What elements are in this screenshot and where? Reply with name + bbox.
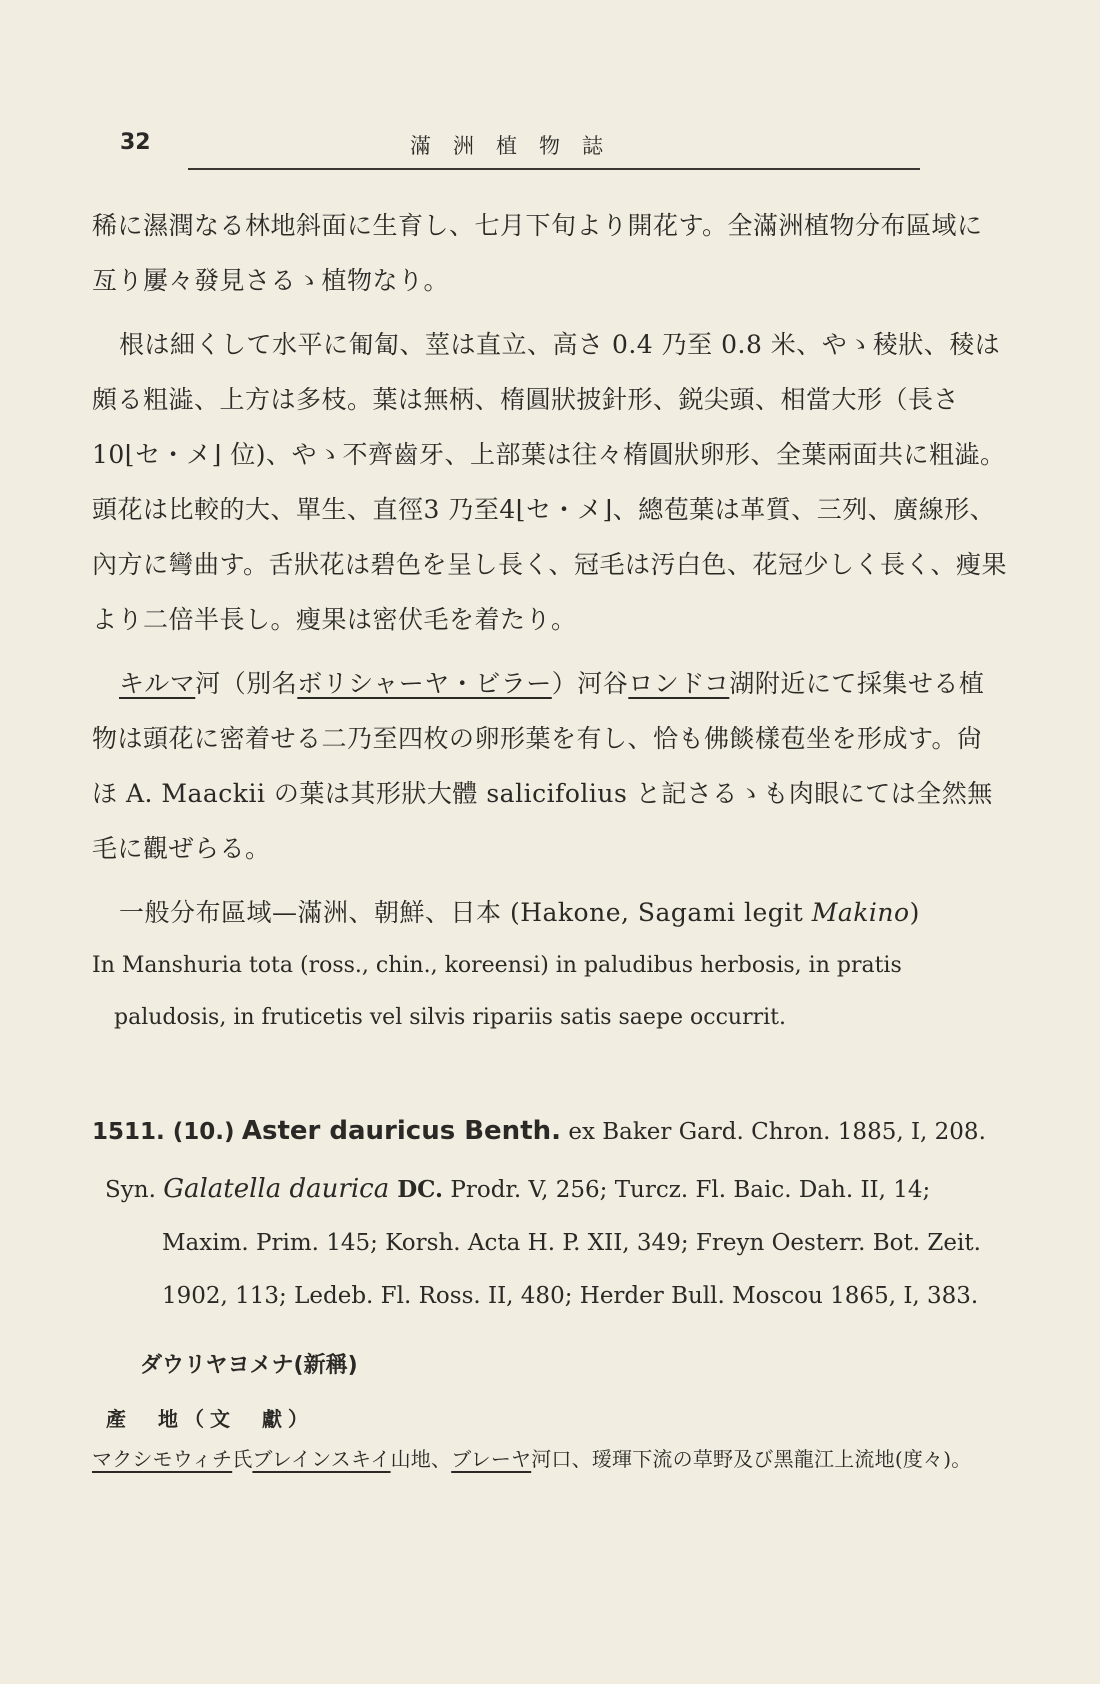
description-paragraph: 根は細くして水平に匍匐、莖は直立、高さ 0.4 乃至 0.8 米、やゝ稜狀、稜は頗る粗澁、上方は多枝。葉は無柄、楕圓狀披針形、鋭尖頭、相當大形（長さ10⌊セ・メ⌋ 位)、やゝ不齊齒牙、上部葉は往々楕圓狀卵形、全葉兩面共に粗澁。頭花は比較的大、單生、直徑3 乃至4⌊セ・メ⌋、總苞葉は革質、三列、廣線形、內方に彎曲す。舌狀花は碧色を呈し長く、冠毛は汚白色、花冠少しく長く、瘦果より二倍半長し。瘦果は密伏毛を着たり。 (92, 330, 1008, 634)
synonymy-block: Syn. Galatella daurica DC. Prodr. V, 256; Turcz. Fl. Baic. Dah. II, 14; Maxim. Prim. 145; Korsh. Acta H. P. XII, 349; Freyn Oesterr. Bot. Zeit. 1902, 113; Ledeb. Fl. Ross. II, 480; Herder Bull. Moscou 1865, I, 383. (105, 1174, 981, 1309)
japanese-common-name: ダウリヤヨメナ(新稱) (140, 1353, 358, 1378)
page-body (92, 198, 1007, 1479)
collector-name: Makino (811, 898, 910, 927)
synonym-author: DC. (389, 1176, 444, 1203)
page-header (120, 130, 920, 170)
place-name-bolshaya-bira: ボリシャーヤ・ビラー (297, 669, 552, 698)
species-name: Aster dauricus Benth. (241, 1116, 562, 1146)
synonym-references: Prodr. V, 256; Turcz. Fl. Baic. Dah. II, 14; Maxim. Prim. 145; Korsh. Acta H. P. XII, 349; Freyn Oesterr. Bot. Zeit. 1902, 113; Ledeb. Fl. Ross. II, 480; Herder Bull. Moscou 1865, I, 383. (162, 1177, 981, 1309)
locality-heading: 產 地（文 獻） (106, 1407, 314, 1431)
latin-distribution: In Manshuria tota (ross., chin., koreensi) in paludibus herbosis, in pratis paludosis, in fruticetis vel silvis ripariis satis saepe occurrit. (92, 953, 902, 1030)
collector-maximowicz: マクシモウィチ (92, 1447, 233, 1471)
variation-note-paragraph: キルマ河（別名ボリシャーヤ・ビラー）河谷ロンドコ湖附近にて採集せる植物は頭花に密着せる二乃至四枚の卵形葉を有し、恰も佛餤樣苞坐を形成す。尙ほ A. Maackii の葉は其形狀大體 salicifolius と記さるゝも肉眼にては全然無毛に觀ぜらる。 (92, 669, 993, 863)
page-number: 32 (120, 130, 151, 155)
species-citation: ex Baker Gard. Chron. 1885, I, 208. (561, 1119, 986, 1145)
general-distribution: 一般分布區域—滿洲、朝鮮、日本 (Hakone, Sagami legit Makino) (119, 898, 920, 927)
header-rule (188, 168, 920, 170)
place-name-bureya: ブレーヤ (451, 1447, 532, 1471)
entry-number: 1511. (10.) (92, 1119, 235, 1145)
place-name-bureinsky: ブレインスキイ (252, 1447, 391, 1471)
species-entry-heading (92, 1104, 1007, 1159)
locality-text: マクシモウィチ氏ブレインスキイ山地、ブレーヤ河口、瑷琿下流の草野及び黑龍江上流地(度々)。 (92, 1447, 972, 1471)
place-name-kiruma: キルマ (119, 669, 196, 698)
running-title: 滿洲植物誌 (410, 134, 625, 158)
place-name-rondoko: ロンドコ (628, 669, 730, 698)
habitat-paragraph: 稀に濕潤なる林地斜面に生育し、七月下旬より開花す。全滿洲植物分布區域に亙り屢々發見さるゝ植物なり。 (92, 211, 983, 295)
synonym-name: Galatella daurica (163, 1174, 390, 1204)
